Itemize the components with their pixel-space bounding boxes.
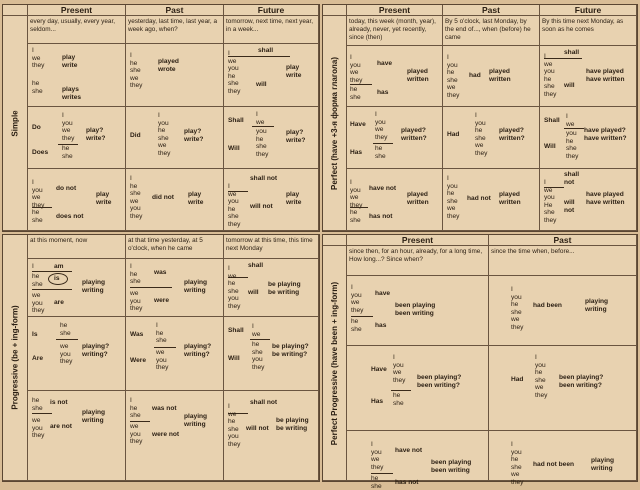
conjugation-text: I we you he she they <box>544 53 557 98</box>
conjugation-text: been playing? been writing? <box>417 374 462 389</box>
affirmative-cell <box>443 46 540 107</box>
corner-cell <box>323 235 347 246</box>
conjugation-text: Have <box>350 121 366 128</box>
affirmative-cell <box>28 259 126 317</box>
conjugation-text: I we you he she they <box>228 183 241 228</box>
divider-line <box>350 207 368 208</box>
conjugation-text: I he she we they <box>130 52 143 90</box>
conjugation-text: he she <box>32 80 43 95</box>
conjugation-text: will not <box>564 199 575 214</box>
conjugation-text: have <box>377 60 393 67</box>
divider-line <box>32 413 52 414</box>
conjugation-text: play write <box>62 54 78 69</box>
conjugation-text: have played have written <box>586 191 625 206</box>
conjugation-text: shall not <box>250 175 278 182</box>
conjugation-text: Had <box>447 131 460 138</box>
conjugation-text: you he she they <box>256 128 269 158</box>
conjugation-text: we you they <box>130 423 143 446</box>
conjugation-text: I <box>32 263 34 270</box>
conjugation-text: shall <box>248 262 264 269</box>
conjugation-text: will not <box>250 203 273 210</box>
conjugation-text: I we he she you they <box>228 265 241 310</box>
conjugation-text: had not been <box>533 461 575 468</box>
conjugation-text: play? write? <box>286 129 306 144</box>
affirmative-cell <box>126 44 224 107</box>
conjugation-text: he she <box>62 145 73 160</box>
conjugation-text: have not <box>369 185 397 192</box>
conjugation-text: have played? have written? <box>584 127 627 142</box>
conjugation-text: do not <box>56 185 77 192</box>
divider-line <box>373 143 393 144</box>
time-markers: tomorrow, next time, next year, in a week... <box>224 16 319 44</box>
perfect-progressive-panel <box>322 234 638 490</box>
affirmative-cell <box>28 44 126 107</box>
conjugation-text: I we he she you they <box>228 403 241 448</box>
conjugation-text: Shall <box>228 117 244 124</box>
conjugation-text: he she <box>32 209 43 224</box>
conjugation-text: played? written? <box>499 127 525 142</box>
conjugation-text: he she <box>350 209 361 224</box>
conjugation-text: playing writing <box>585 298 609 313</box>
divider-line <box>32 271 72 272</box>
conjugation-text: I you he she we they <box>447 175 460 220</box>
question-cell <box>443 107 540 169</box>
header-present: Present <box>347 235 489 246</box>
affirmative-cell <box>224 259 319 317</box>
conjugation-text: are <box>54 299 64 306</box>
conjugation-text: does not <box>56 213 84 220</box>
conjugation-text: play write <box>286 64 302 79</box>
divider-line <box>56 339 78 340</box>
conjugation-text: I we they <box>32 47 45 70</box>
conjugation-text: I you he she we they <box>447 54 460 99</box>
conjugation-text: I you he she we they <box>511 441 524 486</box>
simple-panel <box>2 4 320 232</box>
conjugation-text: I you he she we they <box>158 112 171 157</box>
conjugation-text: Have <box>371 366 387 373</box>
conjugation-text: had not <box>467 195 491 202</box>
question-cell <box>224 317 319 391</box>
conjugation-text: playing? writing? <box>184 343 212 358</box>
conjugation-text: I we you He she they <box>544 179 557 224</box>
divider-line <box>154 347 176 348</box>
divider-line <box>32 289 72 290</box>
conjugation-text: I you we they <box>375 111 388 141</box>
conjugation-text: I you we they <box>351 284 364 314</box>
conjugation-text: be playing? be writing? <box>272 343 309 358</box>
conjugation-text: plays writes <box>62 86 82 101</box>
conjugation-text: Will <box>228 145 240 152</box>
question-cell <box>347 107 443 169</box>
question-cell <box>126 317 224 391</box>
negative-cell <box>28 391 126 481</box>
header-future: Future <box>224 5 319 16</box>
conjugation-text: he she you they <box>252 341 265 371</box>
conjugation-text: did not <box>152 194 174 201</box>
conjugation-text: were not <box>152 431 180 438</box>
affirmative-cell <box>347 46 443 107</box>
conjugation-text: is <box>54 275 60 282</box>
conjugation-text: Has <box>350 149 363 156</box>
conjugation-text: play write <box>96 191 112 206</box>
affirmative-cell <box>347 276 489 346</box>
conjugation-text: he she <box>371 475 382 490</box>
conjugation-text: you he she they <box>566 130 579 160</box>
conjugation-text: we you they <box>32 417 45 440</box>
time-markers: By 5 o'clock, last Monday, by the end of..., when (before) he came <box>443 16 540 46</box>
negative-cell <box>443 169 540 231</box>
negative-cell <box>489 431 637 486</box>
corner-cell <box>3 5 28 16</box>
negative-cell <box>224 391 319 481</box>
conjugation-text: be playing be writing <box>276 417 309 432</box>
conjugation-text: been playing been writing <box>431 459 472 474</box>
conjugation-text: Shall <box>228 327 244 334</box>
divider-line <box>130 287 172 288</box>
conjugation-text: Will <box>544 143 556 150</box>
conjugation-text: I you we they <box>62 112 75 142</box>
header-past: Past <box>126 5 224 16</box>
conjugation-text: I you he she we they <box>535 354 548 399</box>
perfect-progressive-side-label: Perfect Progressive (have been + ing-form) <box>323 246 347 481</box>
header-present: Present <box>28 5 126 16</box>
header-future: Future <box>540 5 637 16</box>
conjugation-text: Do <box>32 124 41 131</box>
perfect-side-label: Perfect (have +3-я форма глагола) <box>323 16 347 231</box>
conjugation-text: played wrote <box>158 58 179 73</box>
conjugation-text: playing? writing? <box>82 343 110 358</box>
conjugation-text: playing writing <box>82 279 106 294</box>
conjugation-text: played written <box>499 191 521 206</box>
conjugation-text: he she <box>350 86 361 101</box>
conjugation-text: I you we they <box>32 179 45 209</box>
affirmative-cell <box>224 44 319 107</box>
conjugation-text: Is <box>32 331 38 338</box>
conjugation-text: I we <box>566 113 575 128</box>
conjugation-text: playing writing <box>591 457 615 472</box>
conjugation-text: been playing been writing <box>395 302 436 317</box>
divider-line <box>32 207 52 208</box>
conjugation-text: Shall <box>544 117 560 124</box>
conjugation-text: played written <box>407 68 429 83</box>
conjugation-text: be playing be writing <box>268 281 301 296</box>
affirmative-cell <box>540 46 637 107</box>
conjugation-text: he she <box>393 392 404 407</box>
conjugation-text: played written <box>407 191 429 206</box>
conjugation-text: has not <box>395 479 419 486</box>
negative-cell <box>126 169 224 231</box>
negative-cell <box>347 169 443 231</box>
conjugation-text: were <box>154 297 170 304</box>
conjugation-text: I you he she we they <box>475 112 488 157</box>
conjugation-text: he she <box>351 318 362 333</box>
conjugation-text: Will <box>228 355 240 362</box>
conjugation-text: Had <box>511 376 524 383</box>
conjugation-text: we you they <box>60 343 73 366</box>
conjugation-text: play write <box>286 191 302 206</box>
conjugation-text: Has <box>371 398 384 405</box>
conjugation-text: was not <box>152 405 177 412</box>
divider-line <box>130 421 150 422</box>
negative-cell <box>28 169 126 231</box>
conjugation-text: play write <box>188 191 204 206</box>
conjugation-text: I he she we you they <box>130 175 143 220</box>
corner-cell <box>323 5 347 16</box>
conjugation-text: is not <box>50 399 68 406</box>
conjugation-text: playing writing <box>184 413 208 428</box>
perfect-panel <box>322 4 638 232</box>
question-cell <box>126 107 224 169</box>
conjugation-text: played? written? <box>401 127 427 142</box>
conjugation-text: Does <box>32 149 49 156</box>
conjugation-text: he she <box>32 397 43 412</box>
negative-cell <box>347 431 489 490</box>
question-cell <box>540 107 637 169</box>
conjugation-text: playing writing <box>82 409 106 424</box>
divider-line <box>391 390 411 391</box>
conjugation-text: will <box>256 81 267 88</box>
divider-line <box>564 128 584 129</box>
conjugation-text: I we <box>252 323 261 338</box>
progressive-side-label: Progressive (be + ing-form) <box>3 235 28 481</box>
conjugation-text: I you we they <box>371 441 384 471</box>
question-cell <box>489 346 637 431</box>
conjugation-text: he she <box>60 322 71 337</box>
conjugation-text: had <box>469 72 481 79</box>
conjugation-text: has <box>375 322 387 329</box>
conjugation-text: I we you he she they <box>228 50 241 95</box>
conjugation-text: been playing? been writing? <box>559 374 604 389</box>
time-markers: tomorrow at this time, this time next Monday <box>224 235 319 259</box>
header-past: Past <box>489 235 637 246</box>
affirmative-cell <box>489 276 637 346</box>
conjugation-text: was <box>154 269 167 276</box>
conjugation-text: am <box>54 263 64 270</box>
conjugation-text: shall not <box>250 399 278 406</box>
progressive-panel <box>2 234 320 482</box>
conjugation-text: will <box>564 82 575 89</box>
conjugation-text: are not <box>50 423 72 430</box>
conjugation-text: Were <box>130 357 147 364</box>
conjugation-text: shall not <box>564 171 580 186</box>
conjugation-text: we you they <box>32 292 45 315</box>
time-markers: every day, usually, every year, seldom... <box>28 16 126 44</box>
question-cell <box>347 346 489 431</box>
time-markers: at this moment, now <box>28 235 126 259</box>
conjugation-text: I you we they <box>350 54 363 84</box>
header-past: Past <box>443 5 540 16</box>
conjugation-text: I you he she we they <box>511 286 524 331</box>
conjugation-text: played written <box>489 68 511 83</box>
conjugation-text: have played have written <box>586 68 625 83</box>
conjugation-text: playing writing <box>184 279 208 294</box>
conjugation-text: Was <box>130 331 144 338</box>
time-markers: today, this week (month, year), already, never, yet recently, since (then) <box>347 16 443 46</box>
conjugation-text: we you they <box>130 290 143 313</box>
divider-line <box>371 473 393 474</box>
conjugation-text: I you we they <box>350 179 363 209</box>
question-cell <box>28 107 126 169</box>
conjugation-text: will <box>248 289 259 296</box>
time-markers: yesterday, last time, last year, a week ago, when? <box>126 16 224 44</box>
question-cell <box>28 317 126 391</box>
conjugation-text: I he she <box>130 397 141 420</box>
conjugation-text: has not <box>369 213 393 220</box>
conjugation-text: he she <box>32 273 43 288</box>
conjugation-text: have not <box>395 447 423 454</box>
divider-line <box>350 84 372 85</box>
time-markers: at that time yesterday, at 5 o'clock, when he came <box>126 235 224 259</box>
conjugation-text: play? write? <box>184 128 204 143</box>
conjugation-text: I he she <box>156 322 167 345</box>
conjugation-text: he she <box>375 145 386 160</box>
conjugation-text: I you we they <box>393 354 406 384</box>
conjugation-text: had been <box>533 302 562 309</box>
conjugation-text: I we <box>256 111 265 126</box>
conjugation-text: shall <box>258 47 274 54</box>
question-cell <box>224 107 319 169</box>
time-markers: By this time next Monday, as soon as he comes <box>540 16 637 46</box>
conjugation-text: will not <box>246 425 269 432</box>
affirmative-cell <box>126 259 224 317</box>
divider-line <box>252 126 274 127</box>
conjugation-text: Did <box>130 132 141 139</box>
conjugation-text: Are <box>32 355 43 362</box>
divider-line <box>250 339 270 340</box>
simple-side-label: Simple <box>3 16 28 231</box>
negative-cell <box>126 391 224 481</box>
negative-cell <box>540 169 637 231</box>
time-markers: since the time when, before... <box>489 246 637 276</box>
conjugation-text: have <box>375 290 391 297</box>
negative-cell <box>224 169 319 231</box>
time-markers: since then, for an hour, already, for a long time, How long...? Since when? <box>347 246 489 276</box>
conjugation-text: has <box>377 89 389 96</box>
conjugation-text: I he she <box>130 263 141 286</box>
conjugation-text: shall <box>564 49 580 56</box>
divider-line <box>351 316 373 317</box>
header-present: Present <box>347 5 443 16</box>
conjugation-text: play? write? <box>86 127 106 142</box>
conjugation-text: we you they <box>156 349 169 372</box>
